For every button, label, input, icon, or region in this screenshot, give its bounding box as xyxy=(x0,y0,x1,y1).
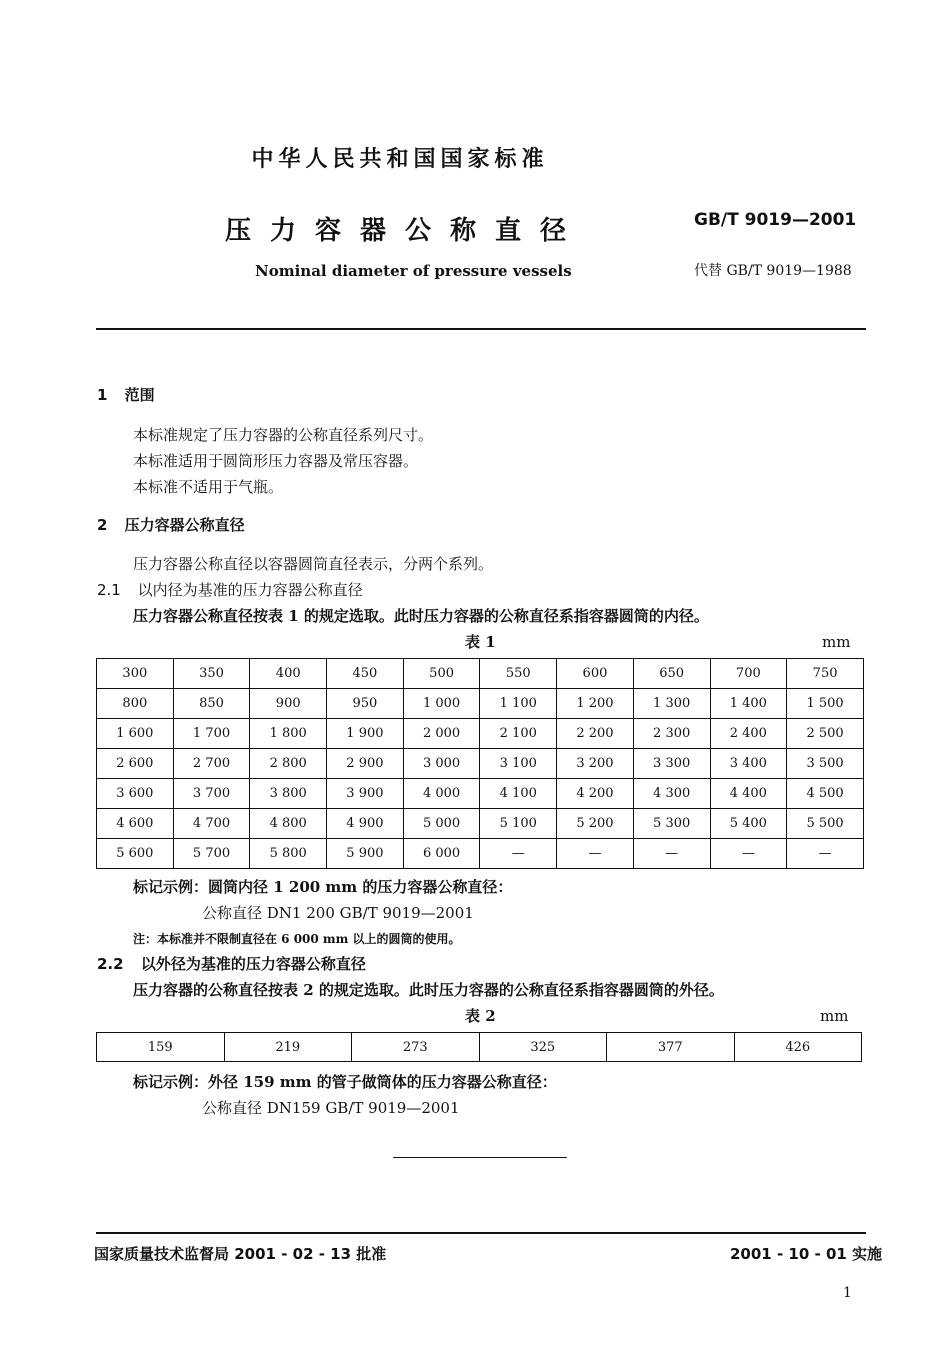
table-1-body xyxy=(97,659,864,869)
national-standard-title: 中华人民共和国国家标准 xyxy=(251,146,549,172)
table-1-cell: — xyxy=(480,839,557,869)
section-2-1-heading xyxy=(97,579,363,600)
table-1-row xyxy=(97,689,864,719)
table-1-cell: 850 xyxy=(173,689,250,719)
table-1-cell: 1 900 xyxy=(327,719,404,749)
table-1-cell: 5 700 xyxy=(173,839,250,869)
table-1-cell: 5 100 xyxy=(480,809,557,839)
table-1-cell: 500 xyxy=(403,659,480,689)
table-1-cell: 3 000 xyxy=(403,749,480,779)
table-1-cell: 1 700 xyxy=(173,719,250,749)
document-title: 压力容器公称直径 xyxy=(225,216,586,246)
section-2-2-number: 2.2 xyxy=(97,955,124,973)
table-1-cell: 4 400 xyxy=(710,779,787,809)
end-divider xyxy=(393,1157,567,1158)
table-2-unit: mm xyxy=(820,1007,849,1025)
table-1-example-value: 公称直径 DN1 200 GB/T 9019—2001 xyxy=(202,904,474,922)
table-1-unit: mm xyxy=(822,633,851,651)
table-2 xyxy=(96,1032,862,1062)
table-1-row xyxy=(97,659,864,689)
table-1-cell: 4 300 xyxy=(633,779,710,809)
table-1-cell: 2 300 xyxy=(633,719,710,749)
table-1-cell: 3 800 xyxy=(250,779,327,809)
table-2-example-label: 标记示例：外径 159 mm 的管子做筒体的压力容器公称直径： xyxy=(133,1073,557,1091)
table-1-cell: 3 600 xyxy=(97,779,174,809)
table-1-cell: 650 xyxy=(633,659,710,689)
table-1-cell: 300 xyxy=(97,659,174,689)
table-1-cell: 750 xyxy=(787,659,864,689)
table-1-cell: 550 xyxy=(480,659,557,689)
table-1-cell: 6 000 xyxy=(403,839,480,869)
section-2-2-text: 压力容器的公称直径按表 2 的规定选取。此时压力容器的公称直径系指容器圆筒的外径。 xyxy=(133,981,724,999)
table-1-cell: 2 200 xyxy=(557,719,634,749)
table-1-cell: 2 100 xyxy=(480,719,557,749)
table-1-cell: 950 xyxy=(327,689,404,719)
table-1-cell: 800 xyxy=(97,689,174,719)
table-2-row xyxy=(97,1033,862,1062)
section-2-1-number: 2.1 xyxy=(97,581,121,599)
section-1-heading xyxy=(97,384,155,405)
table-1-cell: 5 900 xyxy=(327,839,404,869)
table-1-cell: 3 700 xyxy=(173,779,250,809)
section-2-1-title: 以内径为基准的压力容器公称直径 xyxy=(137,581,363,599)
table-2-cell: 273 xyxy=(352,1033,480,1062)
table-1-cell: — xyxy=(787,839,864,869)
table-1-cell: 3 400 xyxy=(710,749,787,779)
table-1-cell: — xyxy=(557,839,634,869)
section-2-1-text: 压力容器公称直径按表 1 的规定选取。此时压力容器的公称直径系指容器圆筒的内径。 xyxy=(133,607,709,625)
table-1-cell: 5 200 xyxy=(557,809,634,839)
table-1-cell: 2 900 xyxy=(327,749,404,779)
table-1-cell: 5 400 xyxy=(710,809,787,839)
section-2-2-heading xyxy=(97,953,366,974)
table-2-cell: 159 xyxy=(97,1033,225,1062)
table-1-cell: 1 100 xyxy=(480,689,557,719)
table-1-cell: 5 800 xyxy=(250,839,327,869)
table-1-cell: 4 700 xyxy=(173,809,250,839)
section-1-title: 范围 xyxy=(124,386,155,404)
section-1-number: 1 xyxy=(97,386,108,404)
table-1-cell: 2 000 xyxy=(403,719,480,749)
table-1-cell: 5 600 xyxy=(97,839,174,869)
section-2-title: 压力容器公称直径 xyxy=(124,516,245,534)
table-1-cell: 4 500 xyxy=(787,779,864,809)
table-1-cell: 1 200 xyxy=(557,689,634,719)
table-1 xyxy=(96,658,864,869)
table-1-row xyxy=(97,749,864,779)
table-1-cell: — xyxy=(710,839,787,869)
header-divider xyxy=(96,328,866,330)
table-1-cell: 4 100 xyxy=(480,779,557,809)
table-1-cell: 1 800 xyxy=(250,719,327,749)
table-2-caption: 表 2 xyxy=(465,1007,496,1025)
table-2-cell: 377 xyxy=(607,1033,735,1062)
implementation-date: 2001 - 10 - 01 实施 xyxy=(730,1245,883,1263)
table-1-cell: 2 600 xyxy=(97,749,174,779)
table-2-cell: 325 xyxy=(479,1033,607,1062)
section-1-line-3: 本标准不适用于气瓶。 xyxy=(133,478,284,496)
table-1-row xyxy=(97,839,864,869)
table-1-cell: 5 300 xyxy=(633,809,710,839)
table-1-cell: 1 400 xyxy=(710,689,787,719)
table-1-cell: 600 xyxy=(557,659,634,689)
standard-number: GB/T 9019—2001 xyxy=(694,210,857,230)
section-2-2-title: 以外径为基准的压力容器公称直径 xyxy=(140,955,366,973)
table-1-cell: 900 xyxy=(250,689,327,719)
table-1-example-label: 标记示例：圆筒内径 1 200 mm 的压力容器公称直径： xyxy=(133,878,513,896)
table-1-cell: 3 300 xyxy=(633,749,710,779)
issue-date: 国家质量技术监督局 2001 - 02 - 13 批准 xyxy=(94,1245,387,1263)
table-1-cell: 1 600 xyxy=(97,719,174,749)
table-1-cell: 4 900 xyxy=(327,809,404,839)
table-1-cell: 3 900 xyxy=(327,779,404,809)
english-title: Nominal diameter of pressure vessels xyxy=(255,262,572,280)
table-1-cell: — xyxy=(633,839,710,869)
table-1-cell: 3 100 xyxy=(480,749,557,779)
table-1-note: 注：本标准并不限制直径在 6 000 mm 以上的圆筒的使用。 xyxy=(133,932,461,946)
table-1-cell: 2 700 xyxy=(173,749,250,779)
table-2-cell: 219 xyxy=(224,1033,352,1062)
table-1-cell: 350 xyxy=(173,659,250,689)
table-1-cell: 450 xyxy=(327,659,404,689)
table-1-cell: 4 800 xyxy=(250,809,327,839)
footer-divider xyxy=(96,1232,866,1234)
page-number: 1 xyxy=(843,1285,852,1301)
table-1-cell: 4 200 xyxy=(557,779,634,809)
table-1-cell: 5 500 xyxy=(787,809,864,839)
section-1-line-2: 本标准适用于圆筒形压力容器及常压容器。 xyxy=(133,452,419,470)
section-2-intro: 压力容器公称直径以容器圆筒直径表示，分两个系列。 xyxy=(133,555,494,573)
table-1-cell: 2 400 xyxy=(710,719,787,749)
table-1-cell: 1 300 xyxy=(633,689,710,719)
table-1-cell: 5 000 xyxy=(403,809,480,839)
table-1-cell: 1 500 xyxy=(787,689,864,719)
table-1-cell: 400 xyxy=(250,659,327,689)
section-1-line-1: 本标准规定了压力容器的公称直径系列尺寸。 xyxy=(133,426,434,444)
table-1-row xyxy=(97,719,864,749)
table-1-cell: 3 200 xyxy=(557,749,634,779)
table-1-cell: 4 000 xyxy=(403,779,480,809)
table-1-cell: 3 500 xyxy=(787,749,864,779)
table-1-row xyxy=(97,809,864,839)
table-2-example-value: 公称直径 DN159 GB/T 9019—2001 xyxy=(202,1099,460,1117)
replaces-standard: 代替 GB/T 9019—1988 xyxy=(694,263,852,279)
table-1-cell: 2 800 xyxy=(250,749,327,779)
table-1-caption: 表 1 xyxy=(465,633,496,651)
table-1-cell: 2 500 xyxy=(787,719,864,749)
section-2-number: 2 xyxy=(97,516,108,534)
table-2-cell: 426 xyxy=(734,1033,862,1062)
table-1-cell: 1 000 xyxy=(403,689,480,719)
table-1-row xyxy=(97,779,864,809)
table-1-cell: 700 xyxy=(710,659,787,689)
table-1-cell: 4 600 xyxy=(97,809,174,839)
section-2-heading xyxy=(97,514,245,535)
